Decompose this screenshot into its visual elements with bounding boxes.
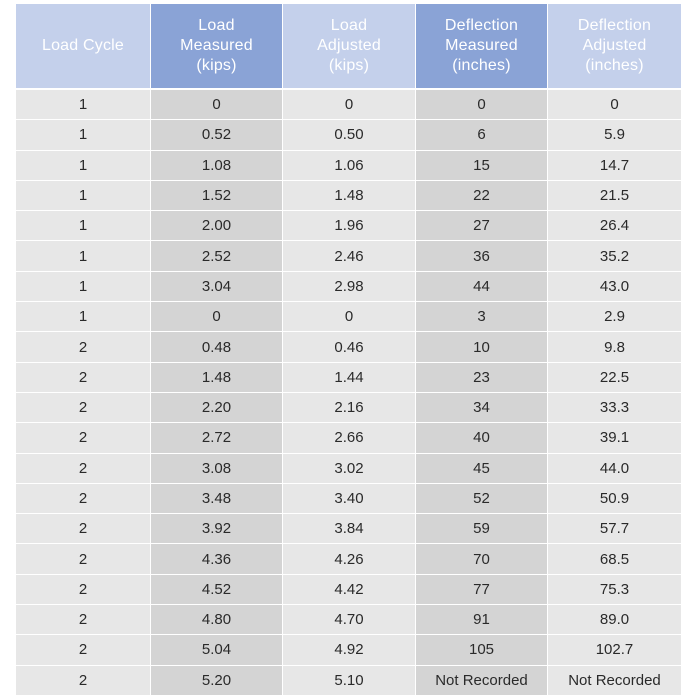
cell-load-adjusted: 4.92 [283, 634, 416, 664]
cell-deflection-measured: 77 [416, 574, 548, 604]
table-row [16, 665, 681, 695]
header-line: Adjusted [582, 37, 647, 54]
table-row [16, 453, 681, 483]
cell-load-measured: 4.52 [151, 574, 283, 604]
table-row [16, 331, 681, 361]
table-row [16, 150, 681, 180]
load-deflection-table [16, 4, 681, 695]
table-row [16, 119, 681, 149]
cell-deflection-measured: 52 [416, 483, 548, 513]
cell-deflection-measured: 15 [416, 150, 548, 180]
cell-load-measured: 1.48 [151, 362, 283, 392]
cell-load-measured: 0 [151, 301, 283, 331]
cell-load-cycle: 1 [16, 88, 151, 119]
header-deflection-measured [416, 4, 548, 88]
cell-load-cycle: 2 [16, 392, 151, 422]
table-row [16, 634, 681, 664]
header-line: Load [330, 17, 368, 34]
cell-load-adjusted: 1.06 [283, 150, 416, 180]
cell-load-cycle: 1 [16, 210, 151, 240]
cell-deflection-adjusted: 9.8 [548, 331, 681, 361]
cell-deflection-measured: 36 [416, 240, 548, 270]
table-row [16, 513, 681, 543]
table-row [16, 301, 681, 331]
cell-load-cycle: 2 [16, 331, 151, 361]
cell-load-measured: 3.08 [151, 453, 283, 483]
header-line: Load Cycle [41, 37, 125, 54]
header-line: Load [198, 17, 235, 34]
cell-deflection-adjusted: 0 [548, 88, 681, 119]
cell-deflection-measured: Not Recorded [416, 665, 548, 695]
cell-deflection-adjusted: 33.3 [548, 392, 681, 422]
cell-load-measured: 4.80 [151, 604, 283, 634]
cell-deflection-adjusted: 89.0 [548, 604, 681, 634]
header-line: (kips) [328, 57, 370, 74]
cell-load-measured: 2.20 [151, 392, 283, 422]
cell-load-cycle: 1 [16, 240, 151, 270]
cell-load-cycle: 2 [16, 665, 151, 695]
table-row [16, 392, 681, 422]
cell-deflection-adjusted: 75.3 [548, 574, 681, 604]
cell-deflection-measured: 27 [416, 210, 548, 240]
cell-load-cycle: 2 [16, 543, 151, 573]
cell-load-adjusted: 3.02 [283, 453, 416, 483]
cell-deflection-adjusted: 44.0 [548, 453, 681, 483]
cell-deflection-adjusted: 43.0 [548, 271, 681, 301]
cell-load-adjusted: 1.48 [283, 180, 416, 210]
header-load-cycle [16, 4, 151, 88]
cell-load-cycle: 2 [16, 634, 151, 664]
header-line: Adjusted [317, 37, 381, 54]
cell-load-cycle: 1 [16, 150, 151, 180]
cell-load-adjusted: 2.46 [283, 240, 416, 270]
cell-load-adjusted: 4.42 [283, 574, 416, 604]
header-deflection-adjusted [548, 4, 681, 88]
cell-load-cycle: 1 [16, 180, 151, 210]
cell-load-adjusted: 2.98 [283, 271, 416, 301]
cell-load-measured: 0.48 [151, 331, 283, 361]
table-row [16, 271, 681, 301]
cell-deflection-measured: 10 [416, 331, 548, 361]
data-table-container [16, 4, 681, 695]
cell-load-adjusted: 0.46 [283, 331, 416, 361]
cell-load-adjusted: 3.84 [283, 513, 416, 543]
cell-load-cycle: 2 [16, 574, 151, 604]
cell-deflection-adjusted: 2.9 [548, 301, 681, 331]
cell-deflection-measured: 6 [416, 119, 548, 149]
cell-load-adjusted: 0 [283, 301, 416, 331]
cell-deflection-measured: 3 [416, 301, 548, 331]
header-row [16, 4, 681, 88]
cell-load-cycle: 2 [16, 422, 151, 452]
table-row [16, 574, 681, 604]
cell-deflection-adjusted: 57.7 [548, 513, 681, 543]
cell-deflection-measured: 23 [416, 362, 548, 392]
cell-deflection-measured: 44 [416, 271, 548, 301]
cell-load-measured: 2.72 [151, 422, 283, 452]
cell-load-cycle: 2 [16, 362, 151, 392]
header-line: Deflection [444, 17, 519, 34]
cell-deflection-measured: 45 [416, 453, 548, 483]
cell-load-measured: 1.52 [151, 180, 283, 210]
cell-load-adjusted: 2.16 [283, 392, 416, 422]
header-line: (inches) [585, 57, 644, 74]
header-line: (inches) [452, 57, 511, 74]
cell-load-adjusted: 4.26 [283, 543, 416, 573]
cell-load-measured: 0.52 [151, 119, 283, 149]
cell-deflection-adjusted: 35.2 [548, 240, 681, 270]
header-line: (kips) [196, 57, 237, 74]
cell-deflection-adjusted: 39.1 [548, 422, 681, 452]
cell-deflection-measured: 0 [416, 88, 548, 119]
cell-deflection-adjusted: 102.7 [548, 634, 681, 664]
cell-load-cycle: 1 [16, 301, 151, 331]
table-row [16, 543, 681, 573]
header-line: Measured [180, 37, 253, 54]
cell-deflection-adjusted: 50.9 [548, 483, 681, 513]
cell-deflection-measured: 34 [416, 392, 548, 422]
cell-load-measured: 5.04 [151, 634, 283, 664]
table-row [16, 240, 681, 270]
cell-load-adjusted: 1.44 [283, 362, 416, 392]
table-row [16, 362, 681, 392]
cell-load-adjusted: 0 [283, 88, 416, 119]
cell-load-cycle: 1 [16, 271, 151, 301]
cell-deflection-adjusted: 14.7 [548, 150, 681, 180]
cell-load-adjusted: 2.66 [283, 422, 416, 452]
table-row [16, 210, 681, 240]
table-row [16, 483, 681, 513]
cell-deflection-measured: 105 [416, 634, 548, 664]
cell-deflection-adjusted: Not Recorded [548, 665, 681, 695]
cell-load-cycle: 2 [16, 513, 151, 543]
cell-deflection-measured: 70 [416, 543, 548, 573]
cell-load-measured: 3.04 [151, 271, 283, 301]
cell-load-adjusted: 1.96 [283, 210, 416, 240]
cell-load-measured: 4.36 [151, 543, 283, 573]
cell-deflection-measured: 22 [416, 180, 548, 210]
cell-deflection-adjusted: 21.5 [548, 180, 681, 210]
cell-load-cycle: 1 [16, 119, 151, 149]
header-load-measured [151, 4, 283, 88]
cell-deflection-measured: 59 [416, 513, 548, 543]
header-load-adjusted [283, 4, 416, 88]
cell-load-cycle: 2 [16, 453, 151, 483]
cell-load-adjusted: 4.70 [283, 604, 416, 634]
cell-deflection-adjusted: 22.5 [548, 362, 681, 392]
header-line: Deflection [577, 17, 652, 34]
table-body [16, 88, 681, 695]
cell-deflection-adjusted: 68.5 [548, 543, 681, 573]
cell-deflection-adjusted: 26.4 [548, 210, 681, 240]
cell-deflection-adjusted: 5.9 [548, 119, 681, 149]
table-row [16, 604, 681, 634]
cell-load-adjusted: 5.10 [283, 665, 416, 695]
cell-load-cycle: 2 [16, 483, 151, 513]
cell-load-measured: 5.20 [151, 665, 283, 695]
cell-load-adjusted: 0.50 [283, 119, 416, 149]
cell-load-measured: 0 [151, 88, 283, 119]
cell-load-measured: 3.48 [151, 483, 283, 513]
cell-deflection-measured: 91 [416, 604, 548, 634]
cell-load-measured: 2.00 [151, 210, 283, 240]
cell-load-adjusted: 3.40 [283, 483, 416, 513]
table-row [16, 88, 681, 119]
cell-deflection-measured: 40 [416, 422, 548, 452]
table-row [16, 422, 681, 452]
table-row [16, 180, 681, 210]
cell-load-measured: 3.92 [151, 513, 283, 543]
header-line: Measured [445, 37, 518, 54]
cell-load-measured: 1.08 [151, 150, 283, 180]
cell-load-measured: 2.52 [151, 240, 283, 270]
table-header [16, 4, 681, 88]
cell-load-cycle: 2 [16, 604, 151, 634]
